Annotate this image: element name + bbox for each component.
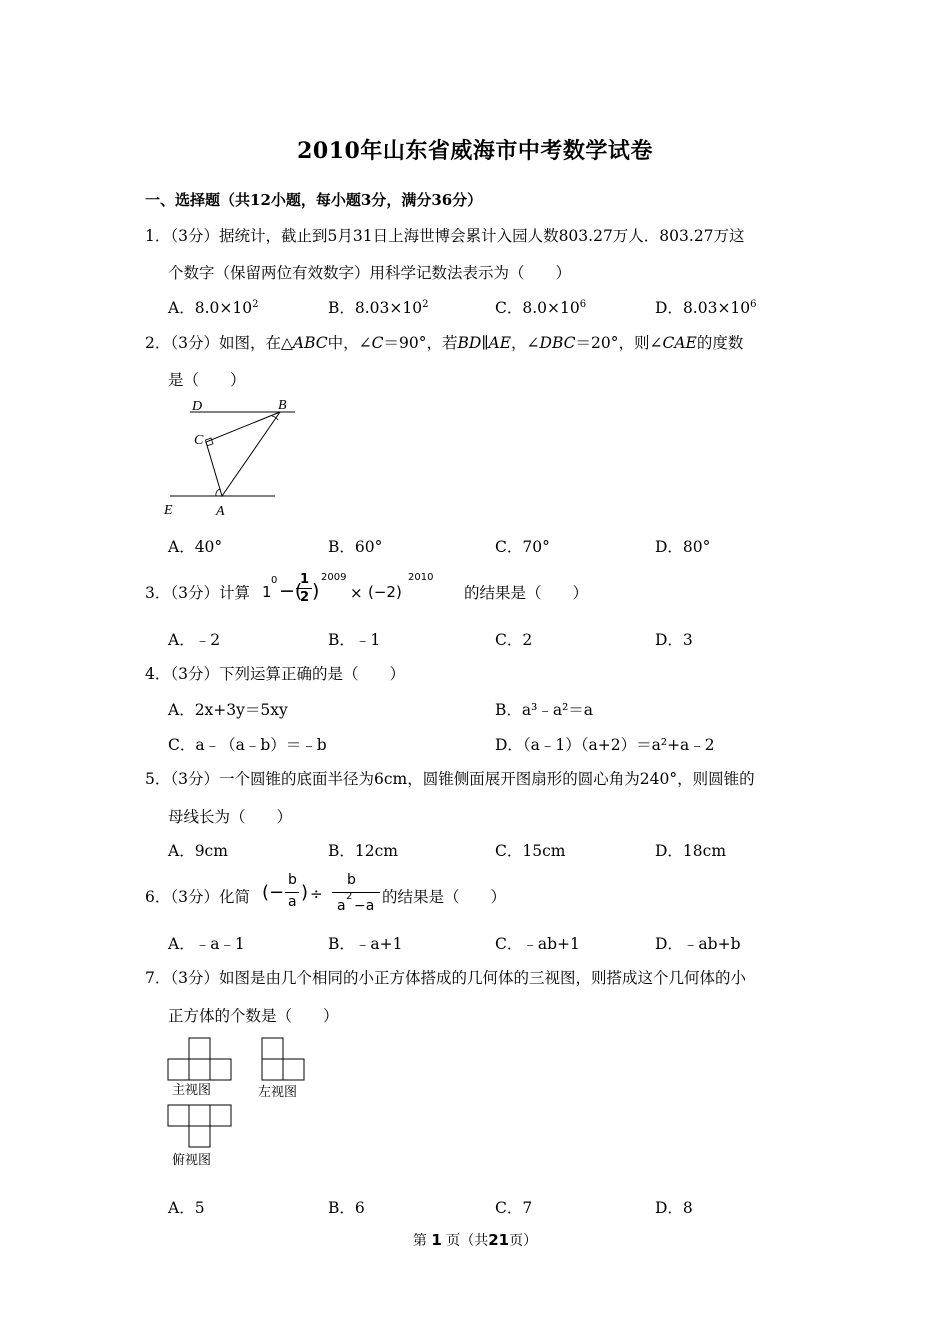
label-a: A: [216, 504, 225, 519]
angle-a-arc: [216, 489, 220, 496]
q7-option-c: C．7: [495, 1199, 533, 1217]
q3-option-d: D．3: [655, 631, 693, 649]
q4-option-a: A．2x+3y＝5xy: [168, 701, 288, 719]
q5-option-c: C．15cm: [495, 842, 566, 860]
q7-option-a: A．5: [168, 1199, 205, 1217]
q2-option-b: B．60°: [328, 538, 383, 556]
q1-option-c: C．$8.0\times 10^6$: [495, 299, 587, 317]
front-view: [168, 1038, 231, 1080]
q3-option-c: C．2: [495, 631, 533, 649]
left-view-label: 左视图: [258, 1085, 298, 1100]
triangle-abc: [206, 412, 280, 496]
q2-option-a: A．40°: [168, 538, 223, 556]
q7-option-b: B．6: [328, 1199, 365, 1217]
label-e: E: [164, 503, 173, 518]
q3-expression: 1 0 −( 1 2 ) 2009 × (−2) 2010: [262, 572, 434, 605]
q1-option-b: B．$8.03\times 10^2$: [328, 299, 429, 317]
q1-option-d: D．$8.03\times 10^6$: [655, 299, 757, 317]
question-1-line-1: 1．（3分）据统计，截止到5月31日上海世博会累计入园人数803.27万人．803.27万这: [145, 227, 745, 245]
q7-option-d: D．8: [655, 1199, 693, 1217]
q2-option-d: D．80°: [655, 538, 711, 556]
page-footer: 第 1 页（共21页）: [412, 1231, 538, 1249]
q6-expression: (− b a ) ÷ b a 2 −a: [262, 870, 382, 920]
page-number: 1: [431, 1231, 442, 1249]
q6-option-c: C．﹣ab+1: [495, 935, 580, 953]
page-title: 2010年山东省威海市中考数学试卷: [297, 138, 653, 164]
q6-option-a: A．﹣a﹣1: [168, 935, 245, 953]
q5-option-a: A．9cm: [168, 842, 228, 860]
label-d: D: [192, 399, 203, 414]
question-3-line-1: 3．（3分）计算: [145, 584, 250, 602]
question-5-line-1: 5．（3分）一个圆锥的底面半径为6cm，圆锥侧面展开图扇形的圆心角为240°，则圆锥的: [145, 770, 755, 788]
q6-option-d: D．﹣ab+b: [655, 935, 741, 953]
question-4-line-1: 4．（3分）下列运算正确的是（ ）: [145, 665, 405, 683]
q6-option-b: B．﹣a+1: [328, 935, 403, 953]
q4-option-b: B．a³﹣a²＝a: [495, 701, 594, 719]
question-2-line-1: 2．（3分）如图，在△ABC中，∠C＝90°，若BD∥AE，∠DBC＝20°，则∠CAE的度数: [145, 334, 744, 352]
question-5-line-2: 母线长为（ ）: [168, 808, 293, 826]
q1-option-a: A．$8.0\times 10^2$: [168, 299, 259, 317]
question-7-line-1: 7．（3分）如图是由几个相同的小正方体搭成的几何体的三视图，则搭成这个几何体的小: [145, 969, 746, 987]
question-6-suffix: 的结果是（ ）: [382, 888, 507, 906]
page-total: 21: [488, 1231, 510, 1249]
left-view: [262, 1038, 304, 1080]
q2-option-c: C．70°: [495, 538, 550, 556]
label-b: B: [278, 398, 287, 413]
three-views-figure: [160, 1030, 320, 1175]
label-c: C: [194, 433, 204, 448]
q5-option-b: B．12cm: [328, 842, 398, 860]
triangle-figure: [160, 392, 305, 524]
q5-option-d: D．18cm: [655, 842, 727, 860]
section-heading: 一、选择题（共12小题，每小题3分，满分36分）: [145, 191, 483, 209]
question-3-suffix: 的结果是（ ）: [464, 584, 589, 602]
top-view: [168, 1105, 231, 1147]
question-7-line-2: 正方体的个数是（ ）: [168, 1007, 339, 1025]
front-view-label: 主视图: [172, 1083, 212, 1098]
q4-option-c: C．a﹣（a﹣b）＝﹣b: [168, 736, 327, 754]
q4-option-d: D．（a﹣1）（a+2）＝a²+a﹣2: [495, 736, 715, 754]
q3-option-a: A．﹣2: [168, 631, 221, 649]
question-1-line-2: 个数字（保留两位有效数字）用科学记数法表示为（ ）: [168, 264, 572, 282]
question-2-line-2: 是（ ）: [168, 371, 246, 389]
top-view-label: 俯视图: [172, 1153, 212, 1168]
q3-option-b: B．﹣1: [328, 631, 381, 649]
question-6-line-1: 6．（3分）化简: [145, 888, 250, 906]
